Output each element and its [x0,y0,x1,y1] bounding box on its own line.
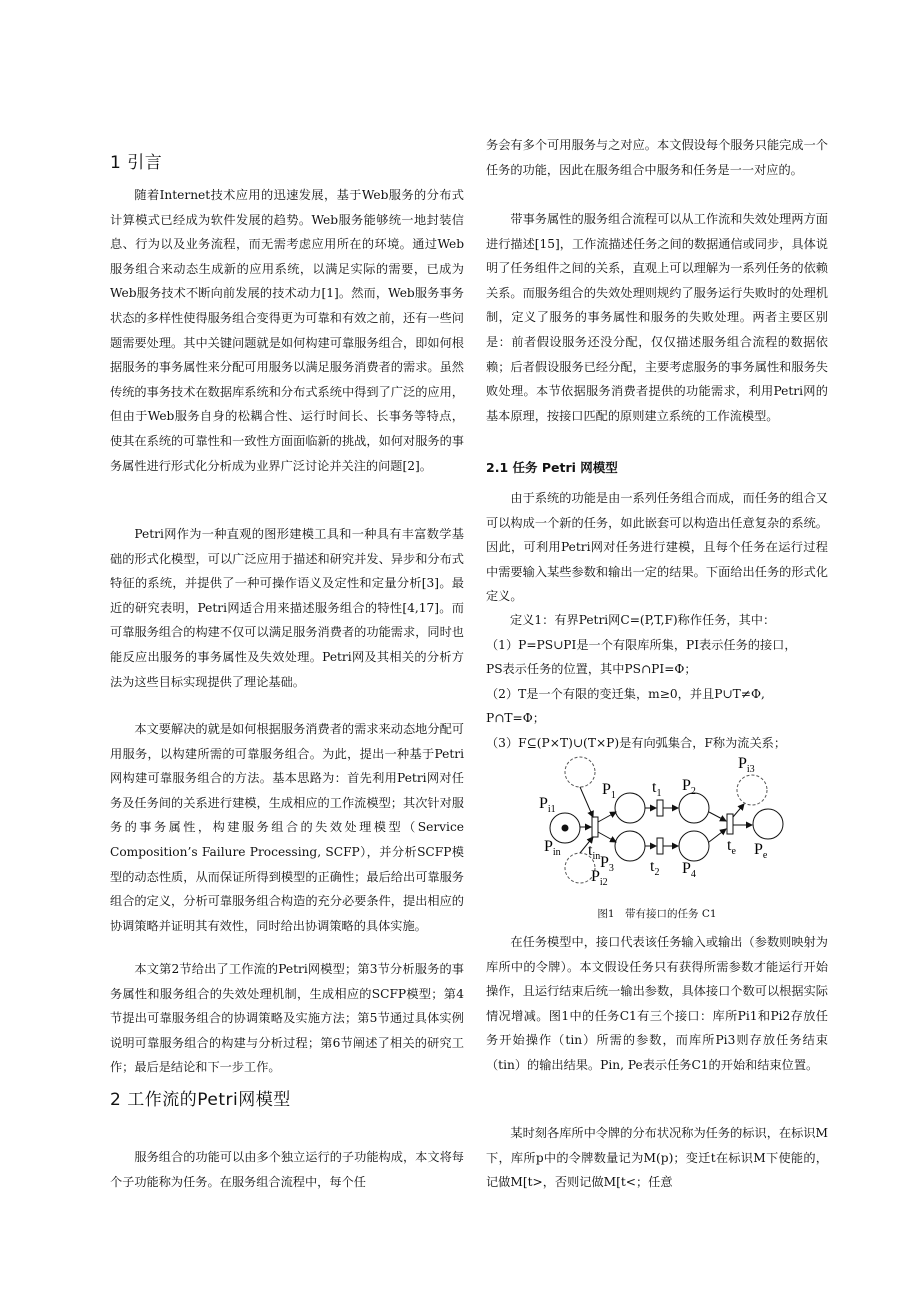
place-p1-circle [615,793,645,823]
label-pi2: $P_{i2}$ [591,868,608,888]
intro-paragraph-2: Petri网作为一种直观的图形建模工具和一种具有丰富数学基础的形式化模型，可以广泛应用于描述和研究并发、异步和分布式特征的系统，并提供了一种可操作语义及定性和定量分析[3]。最近的研究表明，Petri网适合用来描述服务组合的特性[4,17]。而可靠服务组合的构建不仅可以满足服务消费者的功能需求，同时也能反应出服务的事务属性及失效处理。Petri网及其相关的分析方法为这些目标实现提供了理论基础。 [110,527,464,689]
section-1-title: 1 引言 [110,153,163,173]
right-paragraph-3: 由于系统的功能是由一系列任务组合而成，而任务的组合又可以构成一个新的任务，如此嵌套可以构造出任意复杂的系统。因此，可利用Petri网对任务进行建模，且每个任务在运行过程中需要输入某些参数和输出一定的结果。下面给出任务的形式化定义。 [486,491,828,604]
label-te: $t_e$ [727,837,736,857]
transition-t1-rect [657,800,663,816]
right-paragraph-4: 在任务模型中，接口代表该任务输入或输出（参数则映射为库所中的令牌）。本文假设任务只有获得所需参数才能运行开始操作，且运行结束后统一输出参数，具体接口个数可以根据实际情况增减。图1中的任务C1有三个接口：库所Pi1和Pi2存放任务开始操作（tin）所需的参数，而库所Pi3则存放任务结束（tin）的输出结果。Pin, Pe表示任务C1的开始和结束位置。 [486,935,828,1072]
definition-item-3: （3）F⊆(P×T)∪(T×P)是有向弧集合，F称为流关系； [486,736,787,750]
definition-1: 定义1：有界Petri网C=(P,T,F)称作任务，其中： [510,613,776,627]
label-tin: $t_{in}$ [588,842,601,862]
right-paragraph-1: 务会有多个可用服务与之对应。本文假设每个服务只能完成一个任务的功能，因此在服务组合中服务和任务是一一对应的。 [486,138,828,177]
figure-1-caption: 图1 带有接口的任务 C1 [597,908,717,920]
right-paragraph-2: 带事务属性的服务组合流程可以从工作流和失效处理两方面进行描述[15]，工作流描述任务之间的数据通信或同步，具体说明了任务组件之间的关系，直观上可以理解为一系列任务的依赖关系。而服务组合的失效处理则规约了服务运行失败时的处理机制，定义了服务的事务属性和服务的失败处理。两者主要区别是：前者假设服务还没分配，仅仅描述服务组合流程的数据依赖；后者假设服务已经分配，主要考虑服务的事务属性和服务失败处理。本节依据服务消费者提供的功能需求，利用Petri网的基本原理，按接口匹配的原则建立系统的工作流模型。 [486,212,828,423]
section-2-title: 2 工作流的Petri网模型 [110,1090,291,1110]
subsection-2-1-title: 2.1 任务 Petri 网模型 [486,460,618,475]
definition-item-1b: PS表示任务的位置，其中PS∩PI=Φ； [486,662,697,676]
intro-paragraph-4: 本文第2节给出了工作流的Petri网模型；第3节分析服务的事务属性和服务组合的失效处理机制，生成相应的SCFP模型；第4节提出可靠服务组合的协调策略及实施方法；第5节通过具体实例说明可靠服务组合的构建与分析过程；第6节阐述了相关的研究工作；最后是结论和下一步工作。 [110,962,464,1075]
transition-te-rect [727,814,733,834]
place-pi3-circle [737,775,767,805]
label-p3: $P_3$ [600,854,614,874]
place-pi1-circle [565,757,595,787]
intro-paragraph-3: 本文要解决的就是如何根据服务消费者的需求来动态地分配可用服务，以构建所需的可靠服务组合。为此，提出一种基于Petri网构建可靠服务组合的方法。基本思路为：首先利用Petri网对任务及任务间的关系进行建模，生成相应的工作流模型；其次针对服务的事务属性，构建服务组合的失效处理模型（Service Composition’s Failure Processing, SCFP），并分析SCFP模型的动态性质，从而保证所得到模型的正确性；最后给出可靠服务组合的定义，分析可靠服务组合构造的充分必要条件，提出相应的协调策略并证明其有效性，同时给出协调策略的具体实施。 [110,722,464,933]
place-p4-circle [679,831,709,861]
right-paragraph-5: 某时刻各库所中令牌的分布状况称为任务的标识，在标识M下，库所p中的令牌数量记为M(p)；变迁t在标识M下使能的，记做M[t>，否则记做M[t<；任意 [486,1126,828,1190]
transition-tin-rect [592,817,598,837]
definition-item-1a: （1）P=PS∪PI是一个有限库所集，PI表示任务的接口， [486,638,797,652]
label-pin: $P_{in}$ [544,838,561,858]
token-dot [562,825,569,832]
place-p3-circle [615,831,645,861]
definition-item-2a: （2）T是一个有限的变迁集，m≥0，并且P∪T≠Φ, [486,687,765,701]
label-pi1: $P_{i1}$ [539,795,556,815]
definition-item-2b: P∩T=Φ； [486,711,545,725]
place-pe-circle [753,809,783,839]
label-t1: $t_1$ [652,779,662,799]
label-t2: $t_2$ [650,858,660,878]
transition-t2-rect [657,838,663,854]
label-p2: $P_2$ [682,777,696,797]
place-p2-circle [679,793,709,823]
label-p4: $P_4$ [682,860,696,880]
section-2-paragraph-1: 服务组合的功能可以由多个独立运行的子功能构成，本文将每个子功能称为任务。在服务组合流程中，每个任 [110,1150,464,1189]
label-p1: $P_1$ [602,781,616,801]
label-pi3: $P_{i3}$ [738,755,755,775]
intro-paragraph-1: 随着Internet技术应用的迅速发展，基于Web服务的分布式计算模式已经成为软件发展的趋势。Web服务能够统一地封装信息、行为以及业务流程，而无需考虑应用所在的环境。通过Web服务组合来动态生成新的应用系统，以满足实际的需要，已成为Web服务技术不断向前发展的技术动力[1]。然而，Web服务事务状态的多样性使得服务组合变得更为可靠和有效之前，还有一些问题需要处理。其中关键问题就是如何构建可靠服务组合，即如何根据服务的事务属性来分配可用服务以满足服务消费者的需求。虽然传统的事务技术在数据库系统和分布式系统中得到了广泛的应用，但由于Web服务自身的松耦合性、运行时间长、长事务等特点，使其在系统的可靠性和一致性方面面临新的挑战，如何对服务的事务属性进行形式化分析成为业界广泛讨论并关注的问题[2]。 [110,188,464,473]
label-pe: $P_e$ [754,841,768,861]
petri-net-figure [534,750,784,892]
